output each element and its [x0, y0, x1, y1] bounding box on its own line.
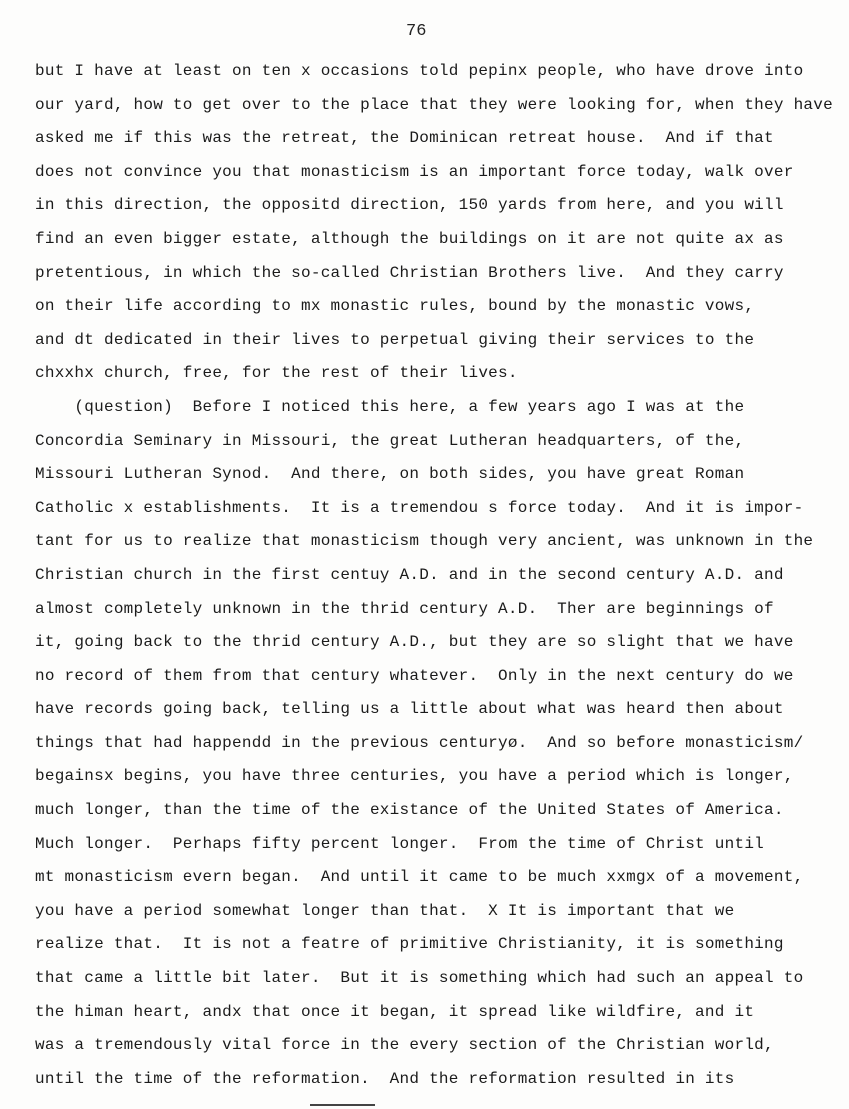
text-line: in this direction, the oppositd direction, 150 yards from here, and you will	[35, 196, 784, 215]
text-line: the himan heart, andx that once it began, it spread like wildfire, and it	[35, 1002, 755, 1021]
text-line: (question) Before I noticed this here, a few years ago I was at the	[35, 397, 745, 416]
body-text	[35, 55, 840, 1096]
text-line: but I have at least on ten x occasions told pepinx people, who have drove into	[35, 62, 804, 80]
text-line: almost completely unknown in the thrid century A.D. Ther are beginnings of	[35, 599, 774, 618]
text-line: realize that. It is not a featre of primitive Christianity, it is something	[35, 935, 784, 954]
bottom-rule	[310, 1104, 375, 1106]
text-line: it, going back to the thrid century A.D., but they are so slight that we have	[35, 633, 794, 652]
text-line: Much longer. Perhaps fifty percent longer. From the time of Christ until	[35, 834, 765, 853]
text-line: chxxhx church, free, for the rest of their lives.	[35, 364, 518, 383]
text-line: Catholic x establishments. It is a tremendou s force today. And it is impor-	[35, 498, 804, 517]
text-line: our yard, how to get over to the place that they were looking for, when they have	[35, 95, 833, 114]
text-line: things that had happendd in the previous centuryø. And so before monasticism/	[35, 733, 804, 752]
text-line: tant for us to realize that monasticism though very ancient, was unknown in the	[35, 532, 814, 551]
text-line: on their life according to mx monastic rules, bound by the monastic vows,	[35, 297, 755, 316]
text-line: that came a little bit later. But it is something which had such an appeal to	[35, 969, 804, 988]
text-line: you have a period somewhat longer than that. X It is important that we	[35, 901, 735, 920]
text-line: Concordia Seminary in Missouri, the great Lutheran headquarters, of the,	[35, 431, 745, 450]
text-line: find an even bigger estate, although the buildings on it are not quite ax as	[35, 229, 784, 248]
page-number: 76	[406, 22, 427, 41]
text-line: pretentious, in which the so-called Christian Brothers live. And they carry	[35, 263, 784, 282]
text-line: until the time of the reformation. And the reformation resulted in its	[35, 1069, 735, 1088]
text-line: no record of them from that century whatever. Only in the next century do we	[35, 666, 794, 685]
text-line: Christian church in the first centuy A.D. and in the second century A.D. and	[35, 565, 784, 584]
text-line: Missouri Lutheran Synod. And there, on both sides, you have great Roman	[35, 465, 745, 484]
text-line: begainsx begins, you have three centuries, you have a period which is longer,	[35, 767, 794, 786]
text-line: mt monasticism evern began. And until it came to be much xxmgx of a movement,	[35, 868, 804, 887]
text-line: much longer, than the time of the existance of the United States of America.	[35, 801, 784, 820]
text-line: does not convince you that monasticism is an important force today, walk over	[35, 162, 794, 181]
text-line: have records going back, telling us a little about what was heard then about	[35, 700, 784, 719]
text-line: was a tremendously vital force in the every section of the Christian world,	[35, 1036, 774, 1055]
text-line: asked me if this was the retreat, the Dominican retreat house. And if that	[35, 129, 774, 148]
text-line: and dt dedicated in their lives to perpetual giving their services to the	[35, 330, 755, 349]
